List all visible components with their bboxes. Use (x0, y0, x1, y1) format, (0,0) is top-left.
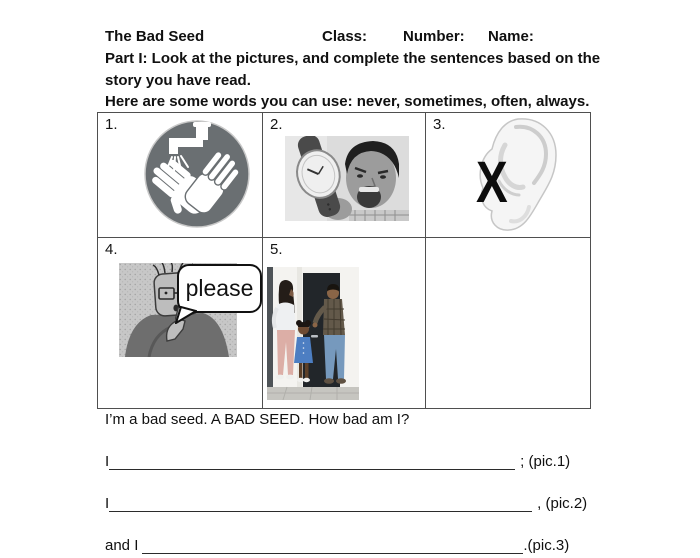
instructions-line-2: story you have read. (105, 72, 251, 89)
number-label: Number: (403, 28, 465, 45)
table-cell-1 (98, 113, 263, 238)
instructions-line-3: Here are some words you can use: never, sometimes, often, always. (105, 93, 590, 110)
answer-prefix: I (105, 453, 110, 470)
answer-line-3 (105, 535, 569, 554)
answer-prefix: and I (105, 537, 139, 554)
pic-reference-2: , (pic.2) (537, 495, 588, 512)
picture-table (97, 112, 591, 409)
answer-line-2 (105, 493, 587, 512)
intro-sentence: I’m a bad seed. A BAD SEED. How bad am I? (105, 411, 410, 428)
table-cell-5 (263, 238, 426, 409)
answer-prefix: I (105, 495, 110, 512)
table-cell-2 (263, 113, 426, 238)
answer-blank-1[interactable] (109, 452, 515, 470)
table-cell-3 (426, 113, 591, 238)
speech-bubble-tail-icon (175, 306, 197, 324)
man-shouting-at-watch-image (285, 136, 409, 221)
name-label: Name: (488, 28, 534, 45)
speech-bubble (177, 264, 262, 313)
cell-number: 1. (105, 116, 118, 133)
table-cell-6 (426, 238, 591, 409)
class-label: Class: (322, 28, 368, 45)
family-at-door-image (267, 267, 359, 400)
cell-number: 3. (433, 116, 446, 133)
answer-blank-3[interactable] (142, 536, 523, 554)
answer-blank-2[interactable] (109, 494, 532, 512)
instructions-line-1: Part I: Look at the pictures, and complete the sentences based on the (105, 50, 601, 67)
pic-reference-1: ; (pic.1) (520, 453, 571, 470)
no-listening-x-mark: X (476, 150, 508, 215)
pic-reference-3: .(pic.3) (523, 537, 570, 554)
cell-number: 2. (270, 116, 283, 133)
cell-number: 4. (105, 241, 118, 258)
page-title: The Bad Seed (105, 28, 205, 45)
answer-line-1 (105, 451, 570, 470)
table-cell-4 (98, 238, 263, 409)
cell-number: 5. (270, 241, 283, 258)
speech-bubble-text: please (185, 275, 254, 301)
wash-hands-icon (143, 117, 251, 230)
